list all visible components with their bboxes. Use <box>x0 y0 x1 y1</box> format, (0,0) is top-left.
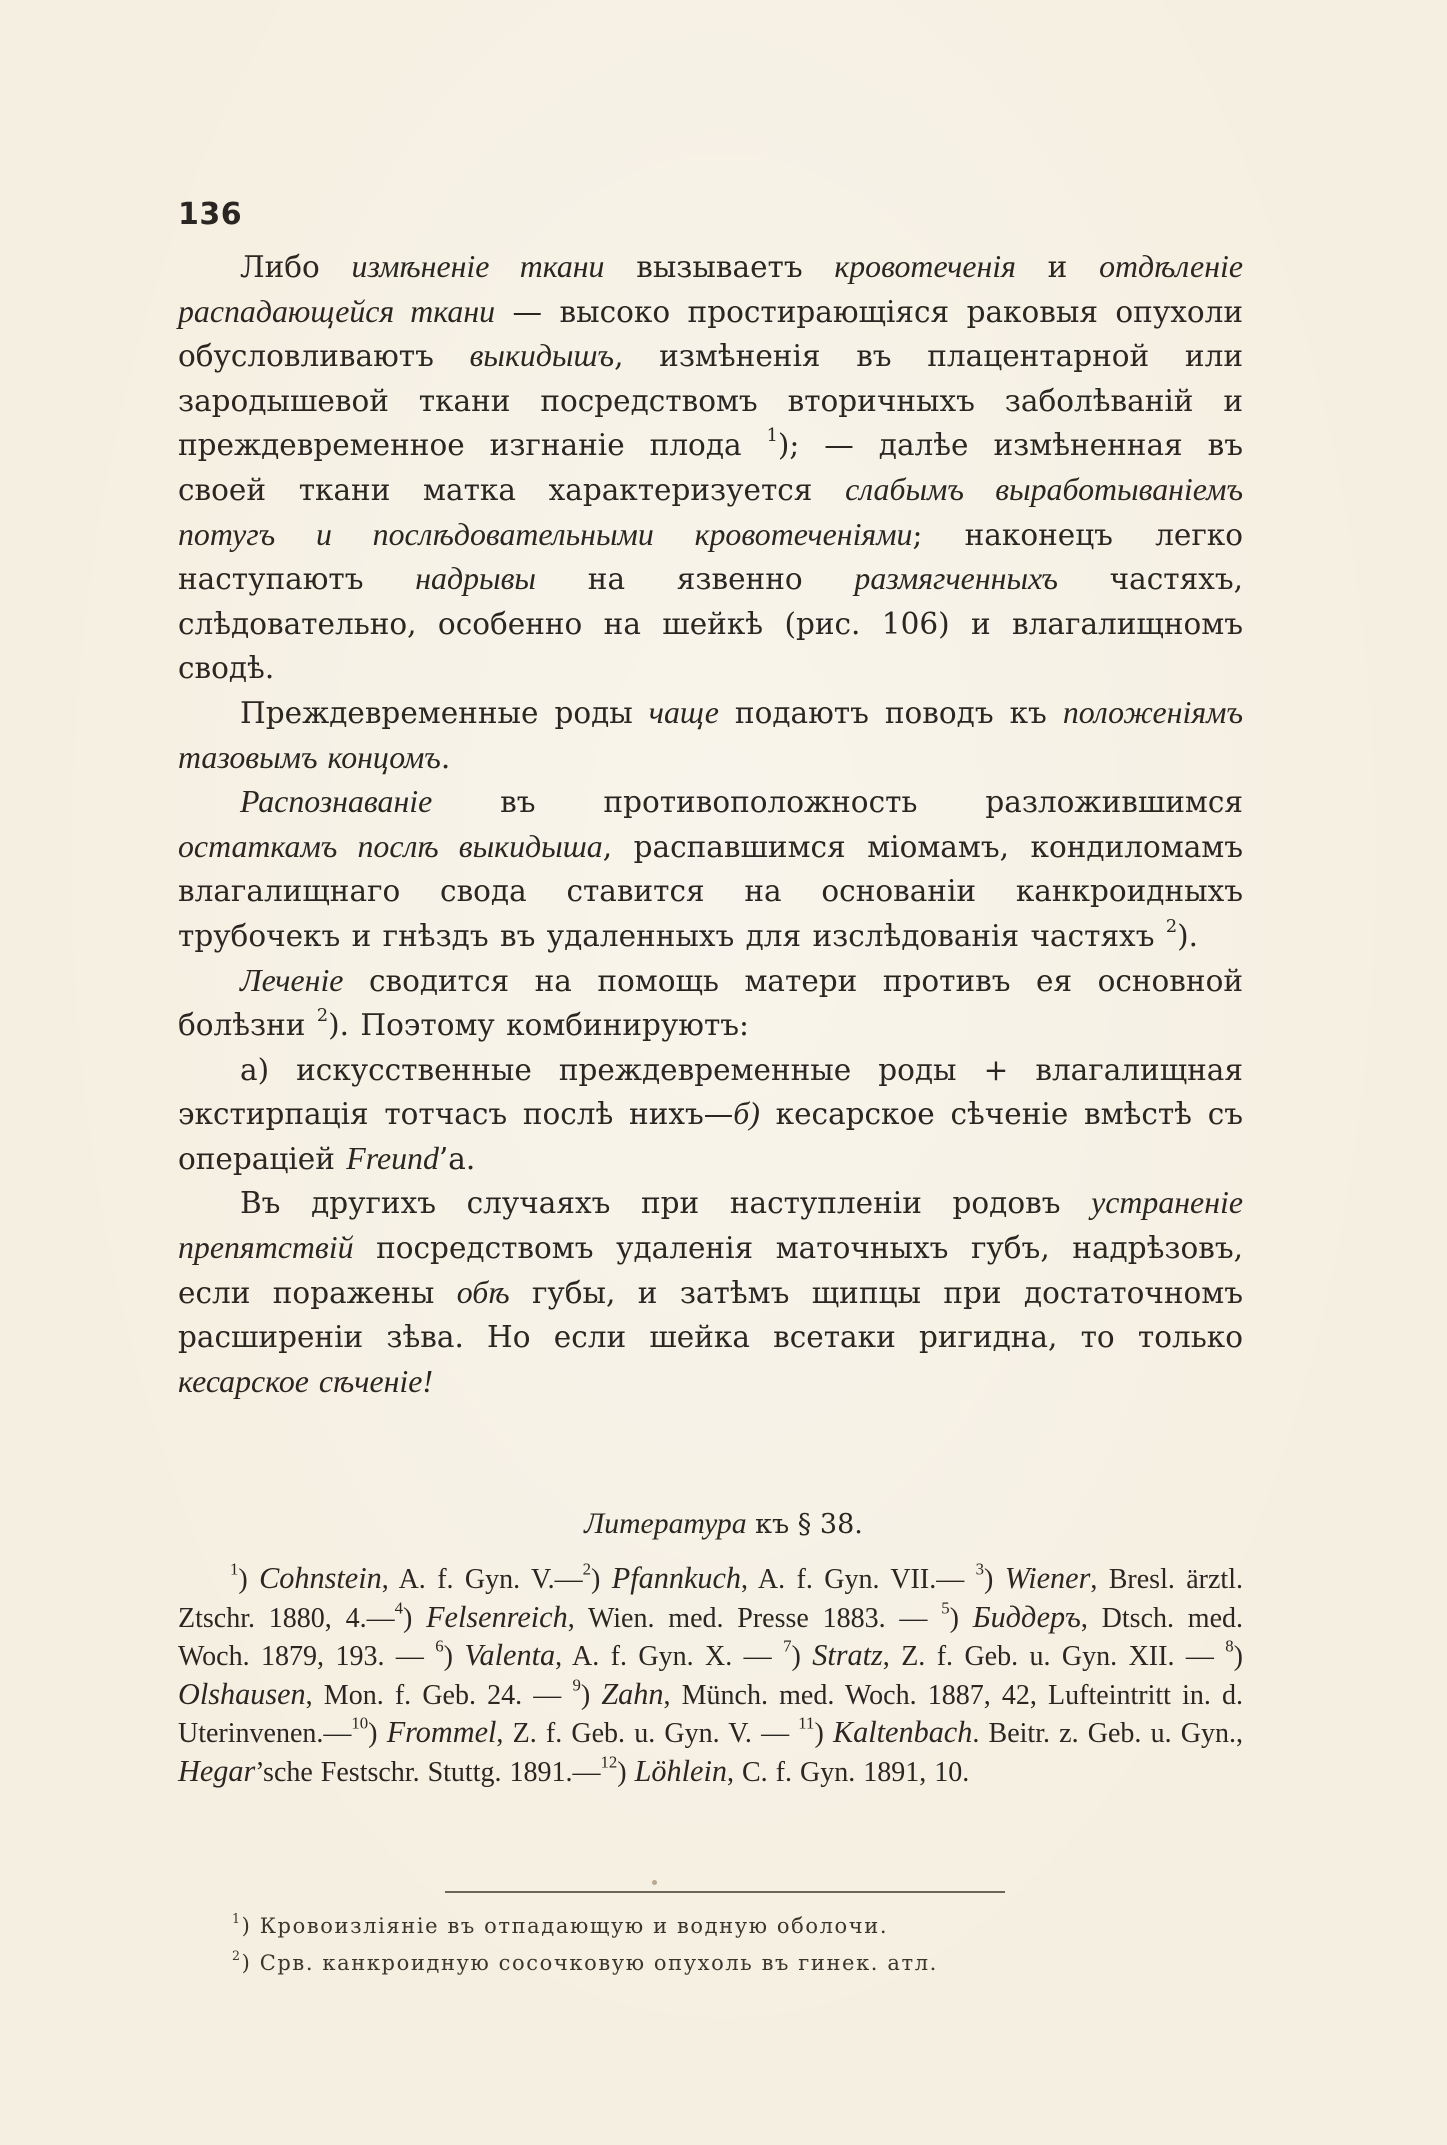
text-run: а) искусственные преждевременные роды + влагалищная экстирпація тотчасъ послѣ нихъ— <box>178 1052 1243 1132</box>
footnote-reference: 10 <box>351 1713 369 1733</box>
paragraph <box>178 1181 1243 1404</box>
footnote-reference: 3 <box>975 1559 984 1579</box>
text-run: , Bresl. ärztl. Ztschr. 1880, 4.— <box>178 1564 1243 1634</box>
italic-text: отдѣленіе распадающейся ткани <box>178 249 1243 329</box>
footnote-reference: 2 <box>316 1005 329 1026</box>
footnote-mark: 2 <box>232 1947 242 1963</box>
text-run: ’sche Festschr. Stuttg. 1891.— <box>255 1756 601 1788</box>
text-run: ) <box>617 1756 635 1788</box>
text-run: Въ другихъ случаяхъ при наступленіи родовъ <box>240 1186 1092 1221</box>
footnote-1 <box>232 1908 1232 1945</box>
italic-text: Биддеръ <box>972 1599 1081 1634</box>
text-run: ); — далѣе измѣненная въ своей ткани матка характеризуется <box>178 428 1244 507</box>
italic-text: Kaltenbach <box>832 1715 973 1749</box>
text-run: ) <box>591 1564 612 1595</box>
paragraph <box>178 959 1243 1048</box>
italic-text: измѣненіе ткани <box>351 249 605 284</box>
text-run: , измѣненія въ плацентарной или зародышевой ткани посредствомъ вторичныхъ заболѣваній и преждевременное изгнаніе плода <box>178 339 1243 463</box>
text-run: ) <box>1233 1641 1243 1672</box>
text-run: Либо <box>240 250 352 284</box>
italic-text: чаще <box>648 694 719 730</box>
italic-text: Stratz <box>812 1638 883 1672</box>
italic-text: Pfannkuch <box>611 1561 742 1595</box>
footnote-reference: 1 <box>766 426 778 447</box>
text-run: ) <box>368 1718 387 1749</box>
text-run: . <box>440 740 451 775</box>
footnote-2 <box>232 1945 1232 1982</box>
italic-text: Freund <box>346 1140 439 1176</box>
paragraph <box>178 780 1243 958</box>
paragraph <box>178 1048 1243 1182</box>
footnote-reference: 2 <box>582 1559 592 1579</box>
literature-heading <box>0 1508 1447 1541</box>
text-run: ). <box>1177 918 1198 953</box>
text-run: Преждевременные роды <box>240 695 649 730</box>
italic-text: выкидышъ <box>469 338 615 374</box>
footnote-reference: 9 <box>572 1675 581 1695</box>
text-run: — высоко простирающіяся раковыя опухоли обусловливаютъ <box>178 294 1244 374</box>
text-run: , Z. f. Geb. u. Gyn. V. — <box>496 1718 799 1749</box>
italic-text: Frommel <box>386 1715 497 1749</box>
footnote-reference: 5 <box>941 1598 950 1618</box>
italic-text: слабымъ выработываніемъ потугъ и послѣдовательными кровотеченіями <box>178 471 1243 552</box>
italic-text: положеніямъ тазовымъ концомъ <box>178 694 1244 775</box>
text-run: ) <box>814 1718 833 1749</box>
italic-text: Леченіе <box>240 962 344 998</box>
italic-text: Wiener <box>1004 1561 1091 1595</box>
italic-text: надрывы <box>415 561 537 597</box>
footnote-reference: 11 <box>798 1713 815 1733</box>
text-run: и <box>1015 250 1100 284</box>
text-run: на язвенно <box>536 562 855 597</box>
text-run: ) <box>402 1602 427 1634</box>
footnotes <box>232 1908 1232 1982</box>
literature-heading-section: къ § 38. <box>746 1509 863 1540</box>
text-run: частяхъ, слѣдовательно, особенно на шейкѣ (рис. 106) и влагалищномъ сводѣ. <box>178 562 1243 686</box>
text-run: сводится на помощь матери противъ ея основной болѣзни <box>178 963 1243 1043</box>
text-run: подаютъ поводъ къ <box>718 695 1063 730</box>
italic-text: обѣ <box>456 1274 510 1310</box>
italic-text: Zahn <box>601 1676 664 1711</box>
footnote-text: ) Срв. канкроидную сосочковую опухоль въ гинек. атл. <box>241 1951 938 1975</box>
text-run: въ противоположность разложившимся <box>432 785 1243 820</box>
text-run: ) <box>443 1641 465 1672</box>
text-run: , Mon. f. Geb. 24. — <box>305 1679 573 1711</box>
paper-speck <box>652 1880 657 1885</box>
text-run: губы, и затѣмъ щипцы при достаточномъ расширеніи зѣва. Но если шейка всетаки ригидна, то только <box>178 1275 1243 1355</box>
paragraph <box>178 245 1243 691</box>
italic-text: кесарское сѣченіе! <box>178 1363 434 1399</box>
footnote-divider <box>445 1891 1005 1893</box>
paragraph <box>178 691 1243 780</box>
text-run: , C. f. Gyn. 1891, 10. <box>727 1756 970 1788</box>
footnote-mark: 1 <box>232 1910 242 1926</box>
text-run: ’а. <box>438 1141 476 1176</box>
text-run: ) <box>791 1641 813 1672</box>
text-run: посредствомъ удаленія маточныхъ губъ, надрѣзовъ, если поражены <box>178 1231 1243 1310</box>
text-run: ) <box>580 1679 602 1711</box>
italic-text: б) <box>733 1096 760 1132</box>
text-run: , A. f. Gyn. X. — <box>555 1641 784 1672</box>
italic-text: Löhlein <box>634 1753 727 1788</box>
literature-references <box>178 1560 1243 1791</box>
footnote-reference: 4 <box>394 1598 403 1618</box>
footnote-reference: 12 <box>600 1752 618 1772</box>
footnote-reference: 8 <box>1225 1636 1234 1656</box>
text-run: , Münch. med. Woch. 1887, 42, Lufteintritt in. d. Uterinvenen.— <box>178 1679 1243 1749</box>
italic-text: Olshausen <box>178 1676 306 1711</box>
italic-text: Valenta <box>464 1638 556 1672</box>
text-run: , A. f. Gyn. VII.— <box>741 1564 976 1595</box>
italic-text: устраненіе препятствій <box>178 1185 1243 1266</box>
text-run: , Wien. med. Presse 1883. — <box>567 1602 942 1634</box>
footnote-reference: 1 <box>230 1559 239 1579</box>
text-run: ) <box>949 1602 973 1634</box>
italic-text: Hegar <box>178 1753 256 1788</box>
text-run: кесарское сѣченіе вмѣстѣ съ операціей <box>178 1097 1243 1176</box>
text-run: вызываетъ <box>604 250 835 284</box>
literature-heading-label: Литература <box>584 1508 747 1540</box>
italic-text: Cohnstein <box>259 1561 382 1595</box>
text-run: ; наконецъ легко наступаютъ <box>178 517 1243 597</box>
text-run: ) <box>984 1564 1005 1595</box>
text-run: , Z. f. Geb. u. Gyn. XII. — <box>882 1641 1226 1672</box>
text-run: , Dtsch. med. Woch. 1879, 193. — <box>178 1602 1243 1672</box>
text-run: ). Поэтому комбинируютъ: <box>328 1008 749 1043</box>
text-run: . Beitr. z. Geb. u. Gyn., <box>972 1718 1244 1749</box>
text-run: , A. f. Gyn. V.— <box>381 1564 583 1595</box>
page-number: 136 <box>178 197 243 232</box>
italic-text: кровотеченія <box>834 249 1016 284</box>
footnote-reference: 6 <box>435 1636 444 1656</box>
italic-text: размягченныхъ <box>854 561 1058 597</box>
footnote-reference: 2 <box>1165 916 1178 937</box>
text-run: , распавшимся міомамъ, кондиломамъ влагалищнаго свода ставится на основаніи канкроидныхъ трубочекъ и гнѣздъ въ удаленныхъ для изслѣдованія частяхъ <box>178 829 1243 953</box>
footnote-reference: 7 <box>783 1636 792 1656</box>
footnote-text: ) Кровоизліяніе въ отпадающую и водную оболочи. <box>241 1914 889 1938</box>
text-run: ) <box>238 1564 260 1595</box>
body-text <box>178 245 1243 1404</box>
italic-text: Распознаваніе <box>240 784 433 820</box>
italic-text: Felsenreich <box>426 1599 568 1634</box>
italic-text: остаткамъ послѣ выкидыша <box>178 828 603 864</box>
